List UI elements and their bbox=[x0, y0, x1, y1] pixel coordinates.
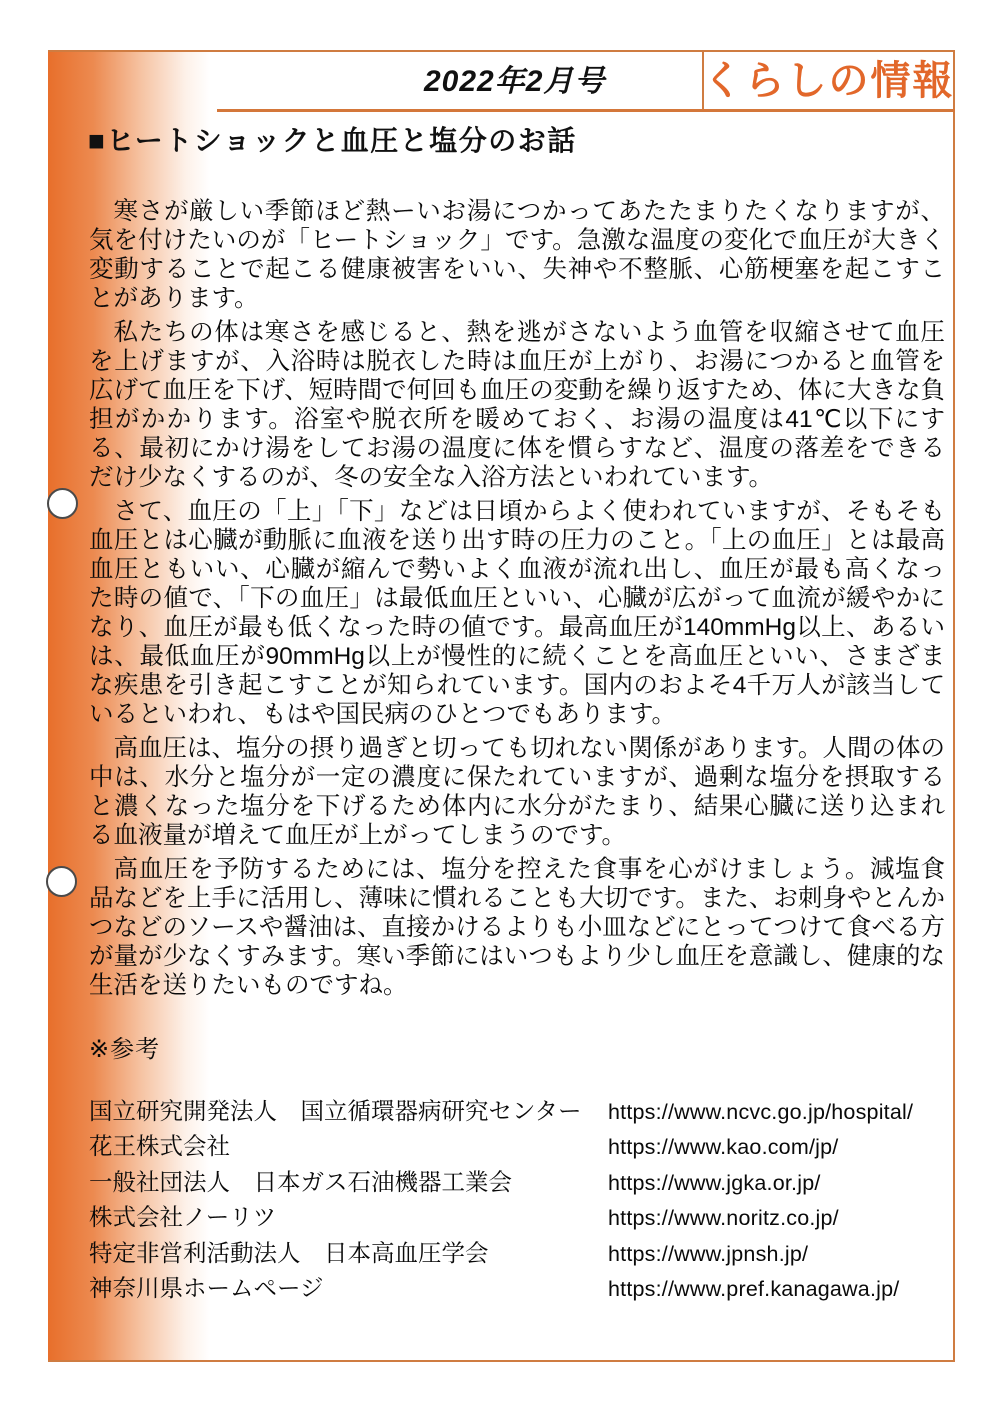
reference-name: 花王株式会社 bbox=[89, 1133, 230, 1160]
reference-name: 神奈川県ホームページ bbox=[89, 1274, 324, 1301]
references-list bbox=[89, 1094, 949, 1306]
masthead-title: くらしの情報 bbox=[702, 57, 955, 103]
reference-url: https://www.ncvc.go.jp/hospital/ bbox=[608, 1100, 914, 1124]
paragraph: さて、血圧の「上」「下」などは日頃からよく使われていますが、そもそも血圧とは心臓が動脈に血液を送り出す時の圧力のこと。「上の血圧」とは最高血圧ともいい、心臓が縮んで勢いよく血液が流れ出し、血圧が最も高くなった時の値で、「下の血圧」は最低血圧といい、心臓が広がって血流が緩やかになり、血圧が最も低くなった時の値です。最高血圧が140mmHg以上、あるいは、最低血圧が90mmHg以上が慢性的に続くことを高血圧といい、さまざまな疾患を引き起こすことが知られています。国内のおよそ4千万人が該当しているといわれ、もはや国民病のひとつでもあります。 bbox=[89, 498, 945, 728]
article-body bbox=[89, 197, 945, 1005]
reference-row bbox=[89, 1165, 949, 1200]
paragraph: 高血圧を予防するためには、塩分を控えた食事を心がけましょう。減塩食品などを上手に活用し、薄味に慣れることも大切です。また、お刺身やとんかつなどのソースや醤油は、直接かけるよりも小皿などにとってつけて食べる方が量が少なくすみます。寒い季節にはいつもより少し血圧を意識し、健康的な生活を送りたいものですね。 bbox=[89, 856, 945, 999]
reference-url: https://www.kao.com/jp/ bbox=[608, 1135, 839, 1160]
paragraph: 寒さが厳しい季節ほど熱ーいお湯につかってあたたまりたくなりますが、気を付けたいのが「ヒートショック」です。急激な温度の変化で血圧が大きく変動することで起こる健康被害をいい、失神や不整脈、心筋梗塞を起こすことがあります。 bbox=[89, 198, 945, 312]
reference-url: https://www.jpnsh.jp/ bbox=[608, 1241, 809, 1266]
reference-url: https://www.noritz.co.jp/ bbox=[608, 1206, 839, 1231]
reference-url: https://www.pref.kanagawa.jp/ bbox=[608, 1276, 900, 1301]
binder-hole-icon bbox=[47, 488, 78, 519]
reference-row bbox=[89, 1129, 949, 1164]
article-title: ■ヒートショックと血圧と塩分のお話 bbox=[88, 125, 577, 156]
header-divider bbox=[217, 109, 955, 112]
binder-hole-icon bbox=[46, 866, 77, 897]
reference-url: https://www.jgka.or.jp/ bbox=[608, 1170, 821, 1195]
issue-date: 2022年2月号 bbox=[424, 65, 606, 98]
paragraph: 高血圧は、塩分の摂り過ぎと切っても切れない関係があります。人間の体の中は、水分と塩分が一定の濃度に保たれていますが、過剰な塩分を摂取すると濃くなった塩分を下げるため体内に水分がたまり、結果心臓に送り込まれる血液量が増えて血圧が上がってしまうのです。 bbox=[89, 735, 945, 849]
reference-row bbox=[89, 1236, 949, 1271]
reference-row bbox=[89, 1271, 949, 1306]
reference-name: 国立研究開発法人 国立循環器病研究センター bbox=[89, 1098, 582, 1124]
paragraph: 私たちの体は寒さを感じると、熱を逃がさないよう血管を収縮させて血圧を上げますが、入浴時は脱衣した時は血圧が上がり、お湯につかると血管を広げて血圧を下げ、短時間で何回も血圧の変動を繰り返すため、体に大きな負担がかかります。浴室や脱衣所を暖めておく、お湯の温度は41℃以下にする、最初にかけ湯をしてお湯の温度に体を慣らすなど、温度の落差をできるだけ少なくするのが、冬の安全な入浴方法といわれています。 bbox=[89, 319, 945, 491]
reference-name: 一般社団法人 日本ガス石油機器工業会 bbox=[89, 1168, 512, 1195]
reference-row bbox=[89, 1200, 949, 1235]
references-heading: ※参考 bbox=[89, 1036, 161, 1063]
masthead-box bbox=[702, 50, 955, 111]
reference-name: 株式会社ノーリツ bbox=[89, 1204, 277, 1231]
reference-name: 特定非営利活動法人 日本高血圧学会 bbox=[89, 1239, 489, 1266]
reference-row bbox=[89, 1094, 949, 1129]
